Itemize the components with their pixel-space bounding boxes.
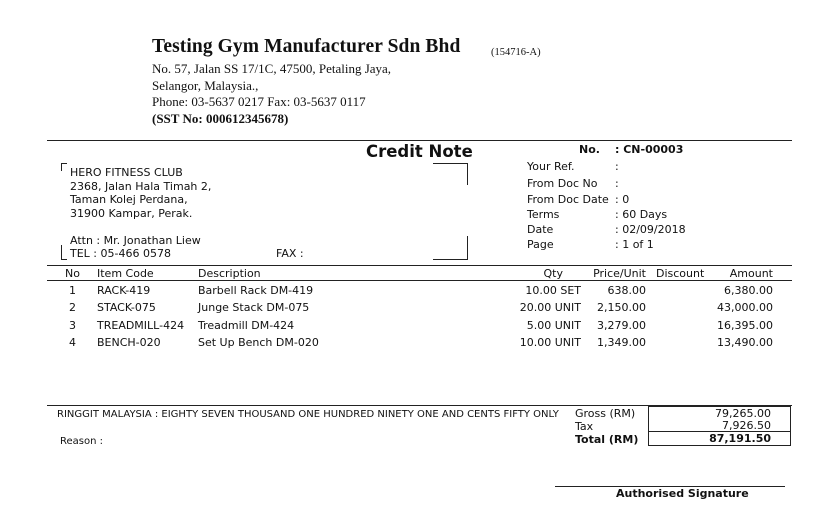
row-item-code: STACK-075 [97,301,156,314]
row-item-code: BENCH-020 [97,336,161,349]
row-price: 3,279.00 [597,319,646,332]
meta-value: : 0 [615,193,630,206]
meta-label: From Doc Date [527,193,609,206]
row-description: Set Up Bench DM-020 [198,336,319,349]
meta-value-no: : CN-00003 [615,143,684,156]
customer-attn: Attn : Mr. Jonathan Liew [70,234,201,247]
address-box-corner [467,163,468,185]
row-description: Barbell Rack DM-419 [198,284,314,297]
row-amount: 16,395.00 [717,319,773,332]
reason-label: Reason : [60,436,103,447]
meta-label: Terms [527,208,560,221]
column-header-item-code: Item Code [97,267,154,280]
row-qty: 10.00 SET [525,284,581,297]
row-price: 1,349.00 [597,336,646,349]
column-header-qty: Qty [543,267,563,280]
row-no: 1 [69,284,76,297]
row-no: 2 [69,301,76,314]
meta-value: : [615,177,619,190]
customer-address-line: 2368, Jalan Hala Timah 2, [70,180,212,193]
meta-value: : [615,160,619,173]
customer-address-line: 31900 Kampar, Perak. [70,207,193,220]
row-qty: 10.00 UNIT [519,336,581,349]
address-box-corner [61,259,67,260]
company-reg-no: (154716-A) [491,47,541,58]
row-amount: 6,380.00 [724,284,773,297]
customer-fax: FAX : [276,247,304,260]
row-qty: 20.00 UNIT [519,301,581,314]
row-price: 2,150.00 [597,301,646,314]
table-header-bottom-rule [47,280,792,281]
row-description: Treadmill DM-424 [198,319,295,332]
column-header-price: Price/Unit [593,267,646,280]
row-amount: 43,000.00 [717,301,773,314]
column-header-discount: Discount [656,267,705,280]
header-divider [47,140,792,141]
address-box-corner [467,236,468,260]
table-header-top-rule [47,265,792,266]
company-address-line: Selangor, Malaysia., [152,78,259,93]
meta-label: From Doc No [527,177,598,190]
gross-value: 79,265.00 [715,407,771,420]
company-sst-no: (SST No: 000612345678) [152,111,289,126]
tax-value: 7,926.50 [722,419,771,432]
row-item-code: TREADMILL-424 [97,319,185,332]
meta-value: : 02/09/2018 [615,223,686,236]
address-box-corner [433,163,468,164]
total-label: Total (RM) [575,433,639,446]
customer-tel: TEL : 05-466 0578 [70,247,171,260]
row-qty: 5.00 UNIT [526,319,581,332]
column-header-amount: Amount [729,267,773,280]
company-phone-fax: Phone: 03-5637 0217 Fax: 03-5637 0117 [152,94,366,109]
address-box-corner [433,259,468,260]
meta-label: Your Ref. [527,160,575,173]
meta-value: : 1 of 1 [615,238,654,251]
meta-label-no: No. [579,143,600,156]
total-value: 87,191.50 [709,432,771,445]
company-name: Testing Gym Manufacturer Sdn Bhd [152,36,461,57]
row-item-code: RACK-419 [97,284,151,297]
customer-name: HERO FITNESS CLUB [70,166,183,179]
column-header-no: No [65,267,80,280]
signature-label: Authorised Signature [616,487,749,500]
amount-in-words: RINGGIT MALAYSIA : EIGHTY SEVEN THOUSAND ONE HUNDRED NINETY ONE AND CENTS FIFTY ONLY [57,409,559,420]
tax-label: Tax [575,420,594,433]
company-address-line: No. 57, Jalan SS 17/1C, 47500, Petaling Jaya, [152,61,392,76]
row-description: Junge Stack DM-075 [198,301,310,314]
row-no: 4 [69,336,76,349]
customer-address-line: Taman Kolej Perdana, [70,193,188,206]
column-header-description: Description [198,267,261,280]
row-no: 3 [69,319,76,332]
address-box-corner [61,245,62,260]
document-title: Credit Note [366,142,473,161]
row-amount: 13,490.00 [717,336,773,349]
row-price: 638.00 [607,284,646,297]
gross-label: Gross (RM) [575,407,636,420]
meta-label: Date [527,223,554,236]
meta-label: Page [527,238,554,251]
meta-value: : 60 Days [615,208,668,221]
address-box-corner [61,163,62,171]
